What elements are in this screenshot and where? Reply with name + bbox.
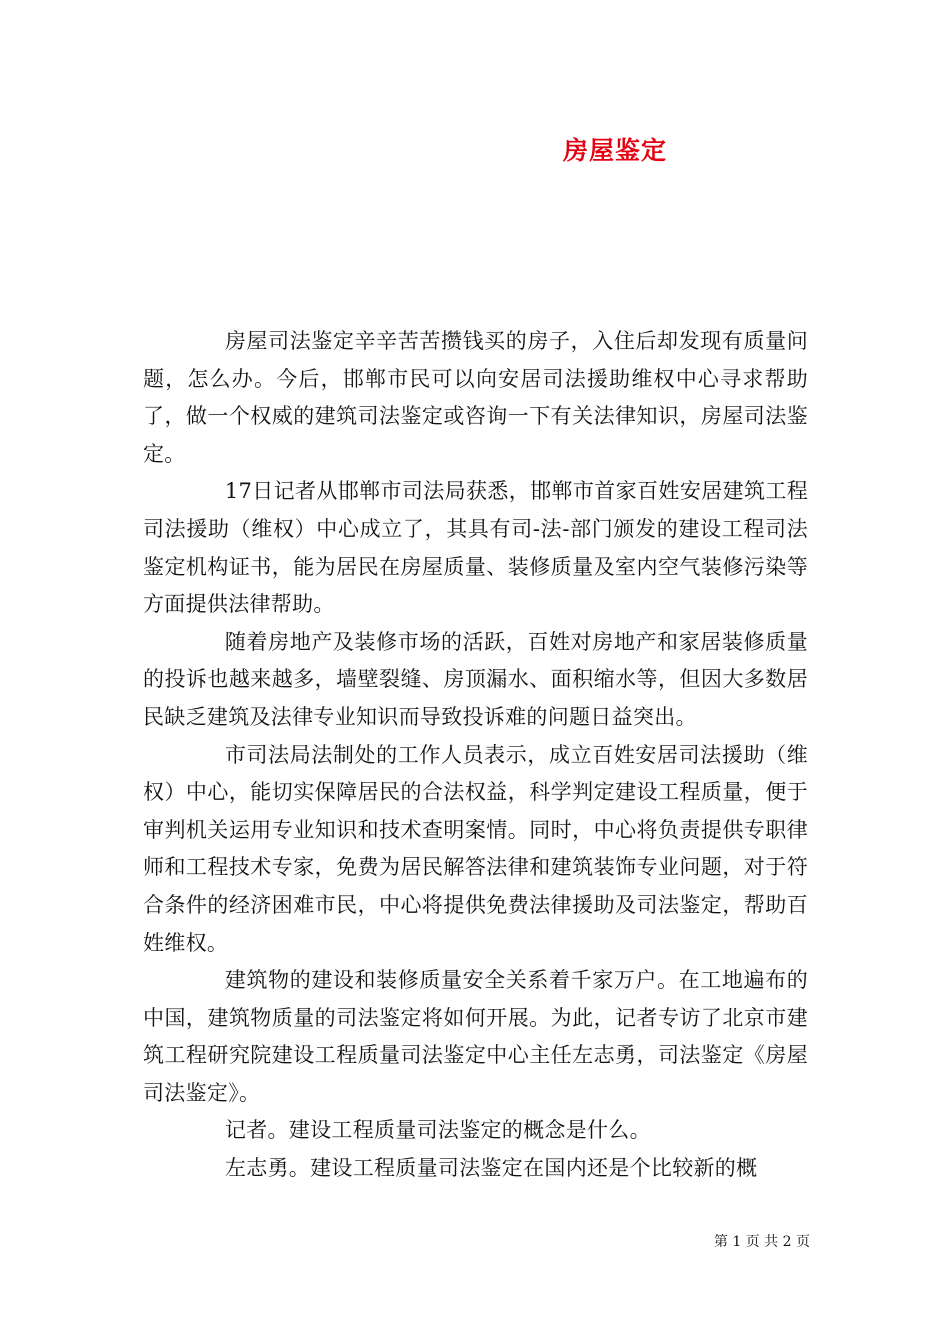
paragraph-7: 左志勇。建设工程质量司法鉴定在国内还是个比较新的概: [224, 1156, 758, 1181]
document-title: 房屋鉴定: [562, 136, 667, 165]
paragraph-4: 市司法局法制处的工作人员表示，成立百姓安居司法援助（维权）中心，能切实保障居民的合法权益，科学判定建设工程质量，便于审判机关运用专业知识和技术查明案情。同时，中心将负责提供专职律师和工程技术专家，免费为居民解答法律和建筑装饰专业问题，对于符合条件的经济困难市民，中心将提供免费法律援助及司法鉴定，帮助百姓维权。: [143, 742, 808, 955]
page-number-footer: 第 1 页 共 2 页: [713, 1234, 810, 1250]
paragraph-1: 房屋司法鉴定辛辛苦苦攒钱买的房子，入住后却发现有质量问题，怎么办。今后，邯郸市民可以向安居司法援助维权中心寻求帮助了，做一个权威的建筑司法鉴定或咨询一下有关法律知识，房屋司法鉴定。: [143, 329, 808, 466]
document-body: [143, 323, 808, 1188]
paragraph-6: 记者。建设工程质量司法鉴定的概念是什么。: [224, 1118, 651, 1143]
paragraph-3: 随着房地产及装修市场的活跃，百姓对房地产和家居装修质量的投诉也越来越多，墙壁裂缝、房顶漏水、面积缩水等，但因大多数居民缺乏建筑及法律专业知识而导致投诉难的问题日益突出。: [143, 629, 808, 729]
paragraph-5: 建筑物的建设和装修质量安全关系着千家万户。在工地遍布的中国，建筑物质量的司法鉴定将如何开展。为此，记者专访了北京市建筑工程研究院建设工程质量司法鉴定中心主任左志勇，司法鉴定《房屋司法鉴定》。: [143, 968, 808, 1105]
paragraph-2: 17日记者从邯郸市司法局获悉，邯郸市首家百姓安居建筑工程司法援助（维权）中心成立了，其具有司-法-部门颁发的建设工程司法鉴定机构证书，能为居民在房屋质量、装修质量及室内空气装修污染等方面提供法律帮助。: [143, 479, 808, 617]
